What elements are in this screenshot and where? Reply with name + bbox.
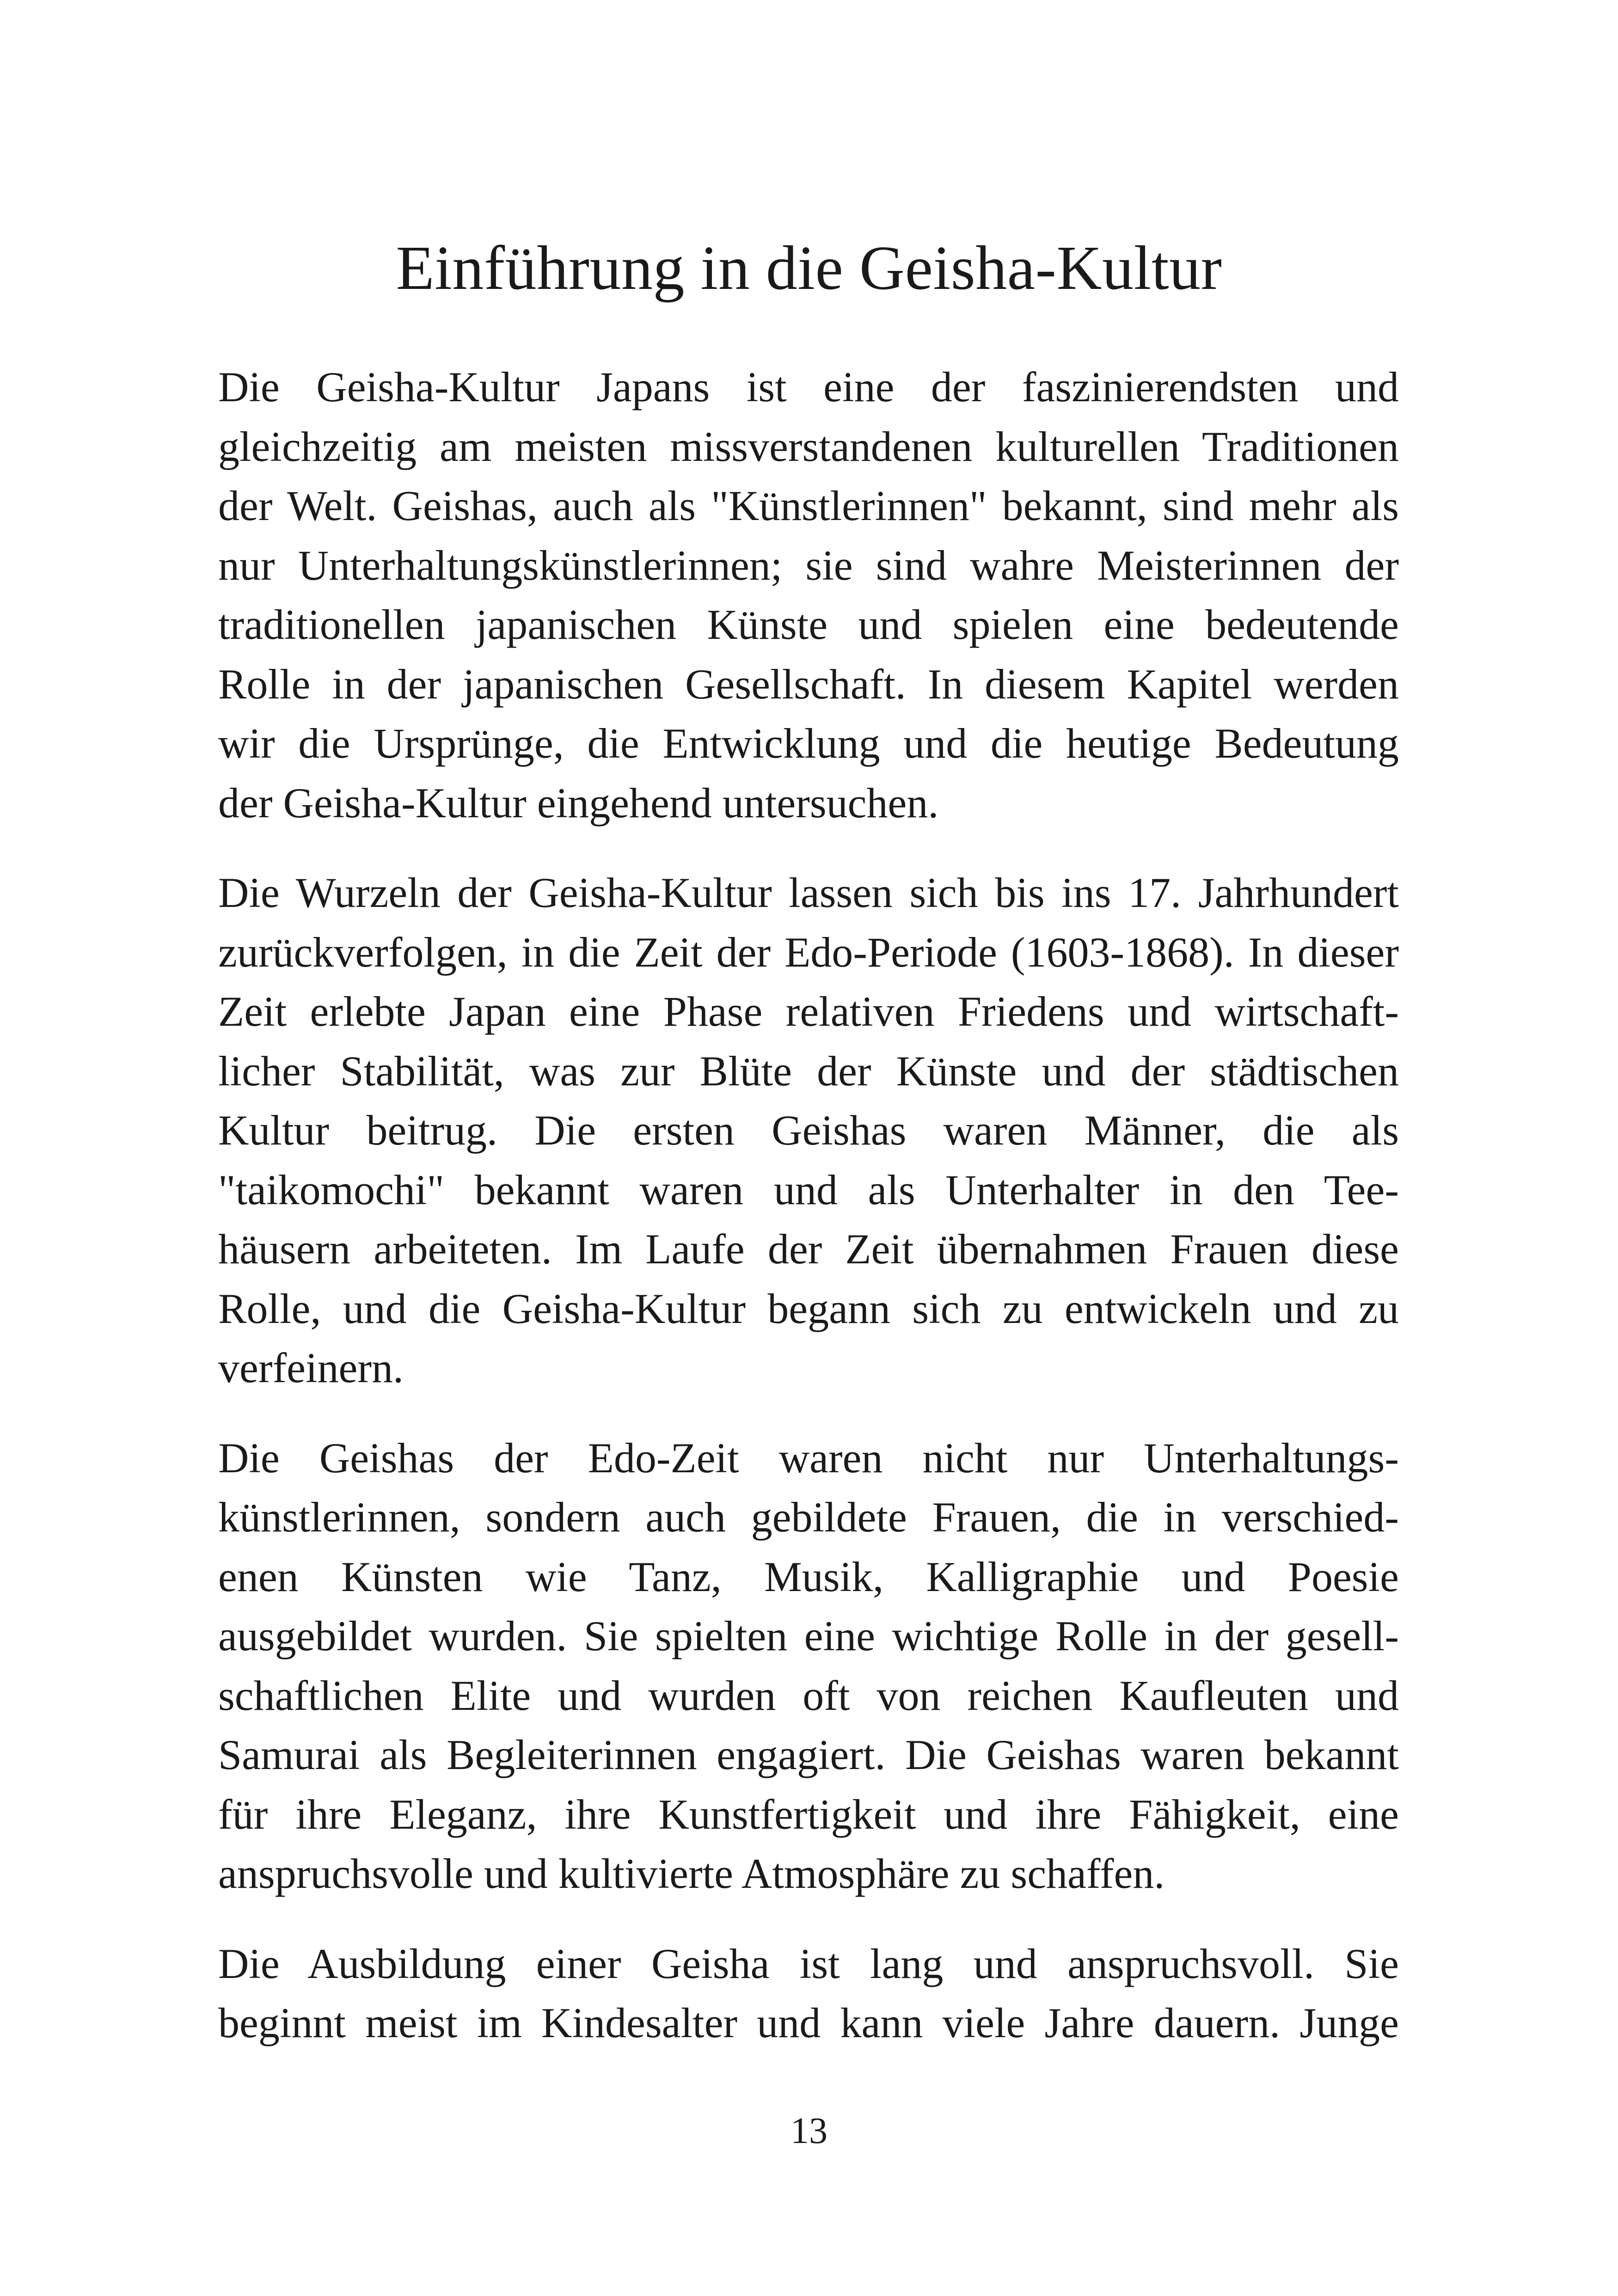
text-line: ausgebildet wurden. Sie spielten eine wichtige Rolle in der gesell- — [218, 1612, 1399, 1659]
paragraph — [218, 863, 1399, 1398]
text-line: Die Ausbildung einer Geisha ist lang und anspruchsvoll. Sie — [218, 1940, 1399, 1987]
text-line: verfeinern. — [218, 1344, 404, 1391]
paragraph — [218, 1428, 1399, 1904]
text-line: künstlerinnen, sondern auch gebildete Frauen, die in verschied- — [218, 1494, 1399, 1541]
text-line: wir die Ursprünge, die Entwicklung und die heutige Bedeutung — [218, 720, 1399, 767]
text-line: der Geisha-Kultur eingehend untersuchen. — [218, 779, 939, 827]
text-line: für ihre Eleganz, ihre Kunstfertigkeit und ihre Fähigkeit, eine — [218, 1790, 1399, 1838]
text-line: beginnt meist im Kindesalter und kann viele Jahre dauern. Junge — [218, 1999, 1399, 2046]
text-line: zurückverfolgen, in die Zeit der Edo-Periode (1603-1868). In dieser — [218, 928, 1399, 976]
text-line: Die Wurzeln der Geisha-Kultur lassen sich bis ins 17. Jahrhundert — [218, 869, 1399, 916]
page-number: 13 — [791, 2111, 827, 2151]
text-line: gleichzeitig am meisten missverstandenen kulturellen Traditionen — [218, 422, 1399, 470]
text-line: anspruchsvolle und kultivierte Atmosphäre zu schaffen. — [218, 1850, 1165, 1897]
page-title: Einführung in die Geisha-Kultur — [396, 233, 1222, 303]
text-line: der Welt. Geishas, auch als "Künstlerinnen" bekannt, sind mehr als — [218, 482, 1399, 529]
text-line: häusern arbeiteten. Im Laufe der Zeit übernahmen Frauen diese — [218, 1225, 1399, 1273]
paragraph — [218, 1934, 1399, 2053]
text-line: nur Unterhaltungskünstlerinnen; sie sind wahre Meisterinnen der — [218, 541, 1399, 589]
text-line: Samurai als Begleiterinnen engagiert. Die Geishas waren bekannt — [218, 1731, 1399, 1778]
text-line: traditionellen japanischen Künste und spielen eine bedeutende — [218, 601, 1399, 648]
paragraph — [218, 357, 1399, 833]
text-line: Die Geisha-Kultur Japans ist eine der faszinierendsten und — [218, 363, 1399, 410]
text-line: Kultur beitrug. Die ersten Geishas waren Männer, die als — [218, 1107, 1399, 1154]
text-line: schaftlichen Elite und wurden oft von reichen Kaufleuten und — [218, 1671, 1399, 1719]
text-line: Die Geishas der Edo-Zeit waren nicht nur Unterhaltungs- — [218, 1434, 1399, 1482]
text-line: Rolle, und die Geisha-Kultur begann sich zu entwickeln und zu — [218, 1285, 1399, 1332]
text-line: "taikomochi" bekannt waren und als Unterhalter in den Tee- — [218, 1166, 1399, 1213]
text-line: Rolle in der japanischen Gesellschaft. In diesem Kapitel werden — [218, 660, 1399, 708]
text-line: licher Stabilität, was zur Blüte der Künste und der städtischen — [218, 1047, 1399, 1095]
text-line: Zeit erlebte Japan eine Phase relativen Friedens und wirtschaft- — [218, 988, 1399, 1035]
text-line: enen Künsten wie Tanz, Musik, Kalligraphie und Poesie — [218, 1553, 1399, 1600]
body-text — [218, 357, 1399, 2083]
